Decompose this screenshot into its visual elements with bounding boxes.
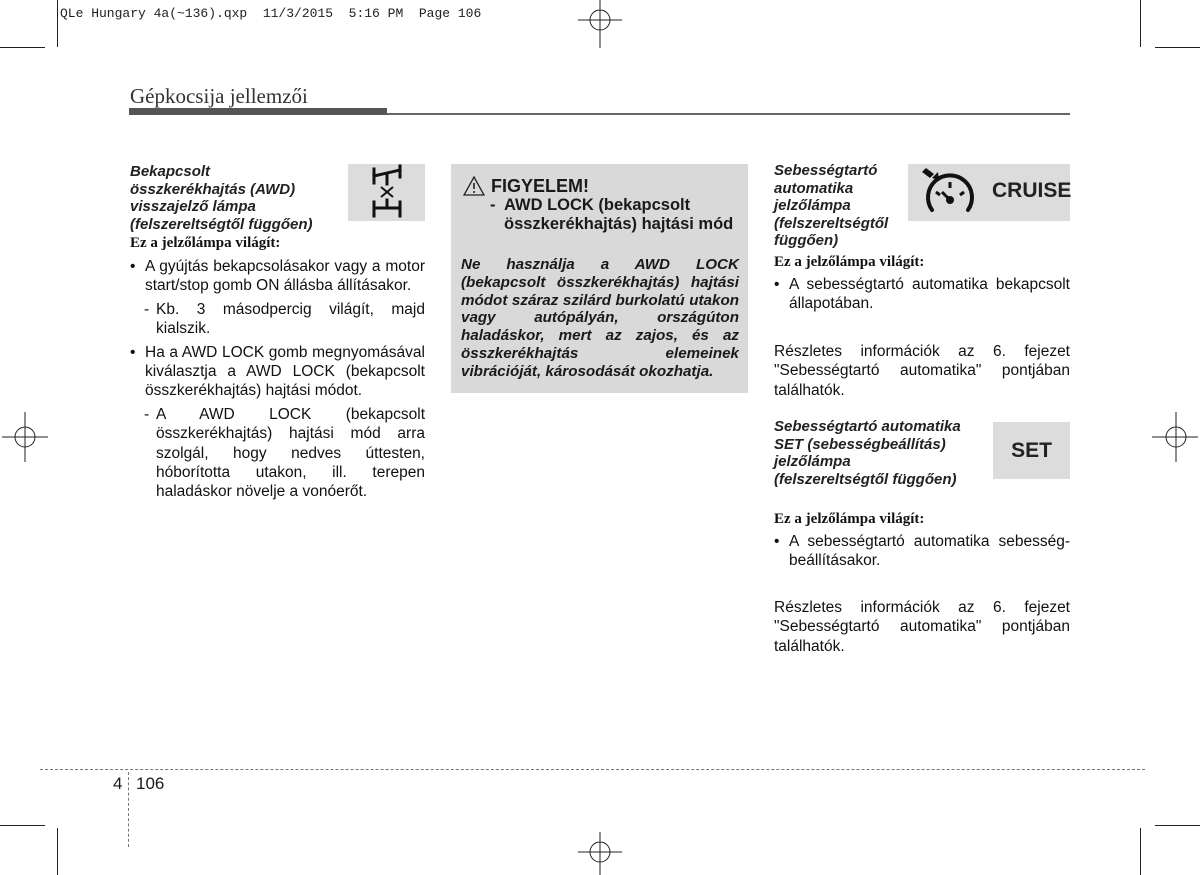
- registration-mark-left-icon: [0, 412, 48, 462]
- list-sub-item: - Kb. 3 másodpercig világít, majd kialszik.: [144, 300, 425, 338]
- footer-divider: [128, 772, 129, 847]
- list-item: • A sebességtartó automatika bekapcsolt állapotában.: [774, 276, 1070, 313]
- set-bullet: [774, 532, 1070, 571]
- cruise-speedometer-icon: [916, 166, 984, 219]
- awd-lock-icon: [348, 164, 425, 221]
- warning-triangle-icon: [463, 176, 485, 196]
- section-title-bar: [129, 108, 387, 115]
- set-indicator-label: SET: [1011, 439, 1052, 462]
- awd-lights-on-label: Ez a jelzőlámpa világít:: [130, 235, 281, 251]
- set-indicator-box: [993, 422, 1070, 479]
- section-title: Gépkocsija jellemzői: [130, 84, 308, 108]
- list-sub-item: - A AWD LOCK (bekapcsolt összkerékhajtás) hajtási mód arra szolgál, hogy nedves úttesten, hóborította utakon, ill. terepen haladáskor növelje a vonóerőt.: [144, 405, 425, 501]
- awd-heading: Bekapcsolt összkerékhajtás (AWD) visszajelző lámpa (felszereltségtől függően): [130, 163, 313, 233]
- footer-rule: [40, 769, 1145, 770]
- set-heading: Sebességtartó automatika SET (sebességbeállítás) jelzőlámpa (felszereltségtől függően): [774, 418, 961, 488]
- print-header: QLe Hungary 4a(~136).qxp 11/3/2015 5:16 PM Page 106: [60, 6, 482, 21]
- awd-bullet-list: [130, 257, 425, 502]
- cruise-reference: Részletes információk az 6. fejezet "Sebességtartó automatika" pontjában találhatók.: [774, 343, 1070, 399]
- cruise-indicator-label: CRUISE: [992, 179, 1072, 202]
- registration-mark-right-icon: [1152, 412, 1200, 462]
- list-item: • Ha a AWD LOCK gomb megnyomásával kiválasztja a AWD LOCK (bekapcsolt összkerékhajtás) hajtási módot.: [130, 343, 425, 400]
- warning-title: FIGYELEM!: [491, 176, 589, 196]
- list-item: • A sebességtartó automatika sebesség-beállításakor.: [774, 533, 1070, 570]
- cruise-bullet: [774, 275, 1070, 314]
- page-number: 106: [136, 774, 165, 793]
- cruise-heading: Sebességtartó automatika jelzőlámpa (felszereltségtől függően): [774, 162, 889, 249]
- awd-lock-icon-box: [348, 164, 425, 221]
- set-lights-on-label: Ez a jelzőlámpa világít:: [774, 511, 925, 527]
- section-rule: [387, 113, 1070, 115]
- list-item: • A gyújtás bekapcsolásakor vagy a motor start/stop gomb ON állásba állításakor.: [130, 258, 425, 295]
- warning-subtitle: - AWD LOCK (bekapcsolt összkerékhajtás) hajtási mód: [490, 196, 734, 233]
- set-reference: Részletes információk az 6. fejezet "Sebességtartó automatika" pontjában találhatók.: [774, 599, 1070, 655]
- registration-mark-top-icon: [578, 0, 622, 50]
- cruise-indicator-box: [908, 164, 1070, 221]
- registration-mark-bottom-icon: [578, 830, 622, 875]
- cruise-lights-on-label: Ez a jelzőlámpa világít:: [774, 254, 925, 270]
- warning-body: Ne használja a AWD LOCK (bekapcsolt összkerékhajtás) hajtási módot száraz szilárd burkolatú utakon vagy autópályán, országúton haladáskor, mert az zajos, és az összkerékhajtás elemeinek vibrációját, károsodását okozhatja.: [461, 256, 739, 380]
- chapter-number: 4: [113, 774, 123, 793]
